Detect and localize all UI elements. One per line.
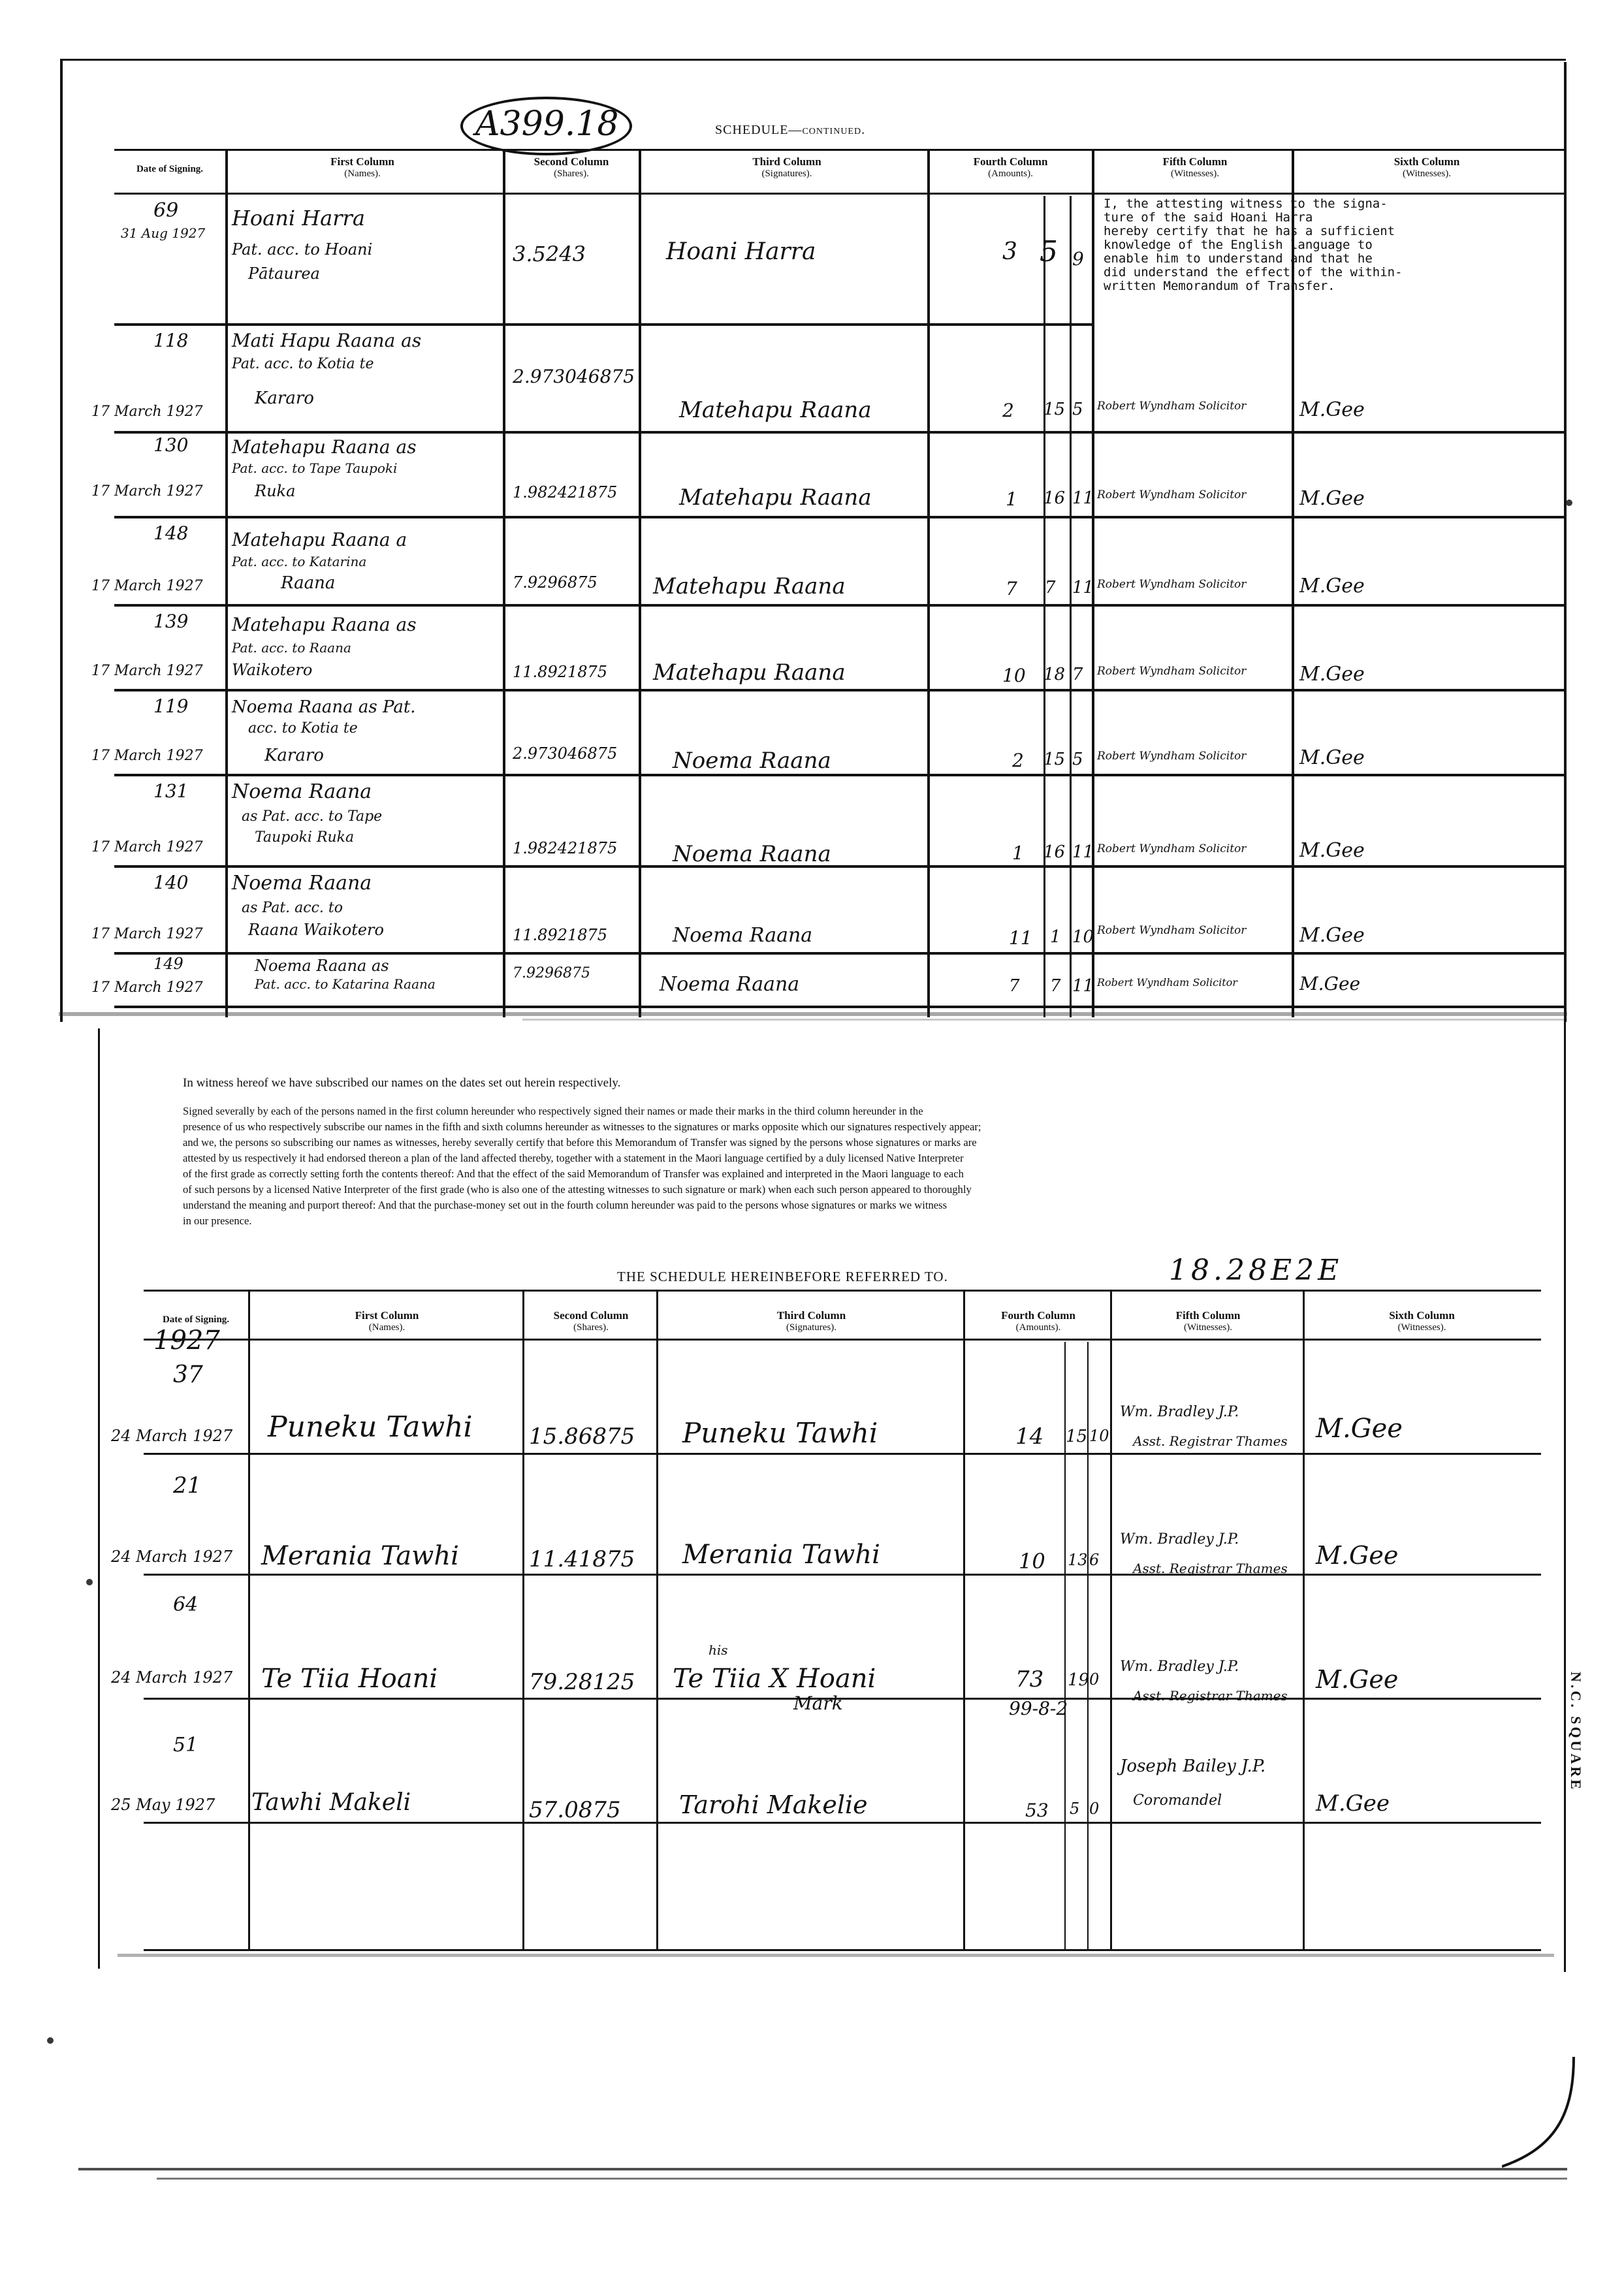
side-stamp: N.C. SQUARE: [1568, 1672, 1584, 1792]
first-column-name: Puneku Tawhi: [268, 1410, 473, 1444]
row-rule: [114, 952, 1564, 955]
row-rule: [144, 1453, 1541, 1455]
amount-shillings: 7: [1050, 976, 1061, 996]
paragraph-line: attested by us respectively it had endorsed thereon a plan of the land affected thereby, together with a statement in the Maori language certified by a duly licensed Native Interpreter: [183, 1152, 964, 1164]
witness-fifth: Robert Wyndham Solicitor: [1097, 924, 1247, 937]
row-rule: [144, 1949, 1541, 1951]
shares-value: 1.982421875: [513, 483, 618, 501]
date-signed: 31 Aug 1927: [121, 225, 206, 241]
col-fifth-header: Fifth Column (Witnesses).: [1162, 155, 1228, 179]
header-top-rule: [114, 149, 1565, 151]
date-signed: 25 May 1927: [111, 1796, 215, 1814]
witness-sixth: M.Gee: [1299, 663, 1365, 686]
paragraph-line: and we, the persons so subscribing our names as witnesses, hereby severally certify that before this Memorandum of Transfer was signed by the persons whose signatures or marks are: [183, 1136, 977, 1149]
col-first-header: First Column (Names).: [330, 155, 394, 179]
col-sixth-header: Sixth Column (Witnesses).: [1393, 155, 1460, 179]
amount-pence: 11: [1072, 976, 1094, 996]
shares-value: 11.41875: [529, 1546, 635, 1572]
first-column-name: Matehapu Raana as: [232, 436, 417, 458]
date-signed: 17 March 1927: [91, 748, 203, 764]
witness-fifth: Robert Wyndham Solicitor: [1097, 842, 1247, 855]
col-divider: [1303, 1290, 1305, 1949]
row-rule: [114, 774, 1564, 776]
amount-pounds: 2: [1012, 750, 1024, 771]
row-rule: [114, 431, 1564, 434]
witness-sixth: M.Gee: [1299, 746, 1365, 769]
header-bottom-rule: [114, 193, 1565, 195]
amount-pence: 11: [1072, 842, 1094, 862]
first-column-name: Noema Raana as: [255, 957, 389, 975]
amount-shillings: 18: [1043, 665, 1066, 684]
witness-fifth: Coromandel: [1133, 1792, 1222, 1809]
witness-fifth: Wm. Bradley J.P.: [1120, 1404, 1239, 1420]
col-date-header: Date of Signing.: [162, 1314, 230, 1325]
witness-fifth: Robert Wyndham Solicitor: [1097, 400, 1247, 413]
mark-label: Mark: [793, 1692, 843, 1714]
signature: Noema Raana: [673, 924, 813, 947]
amount-pounds: 3: [1002, 238, 1017, 265]
row-rule: [144, 1822, 1541, 1824]
col-sixth-header: Sixth Column (Witnesses).: [1389, 1309, 1455, 1333]
amount-pence: 9: [1072, 248, 1084, 270]
first-column-name: Ruka: [255, 482, 296, 500]
date-signed: 17 March 1927: [91, 979, 203, 996]
first-column-name: Noema Raana as Pat.: [232, 697, 416, 717]
amount-shillings: 16: [1043, 842, 1066, 862]
row-rule: [114, 865, 1564, 868]
amount-pounds: 7: [1006, 578, 1017, 599]
first-column-name: as Pat. acc. to Tape: [242, 808, 383, 825]
amount-pence: 0: [1089, 1670, 1100, 1689]
amount-pounds: 1: [1006, 488, 1017, 510]
date-signed: 17 March 1927: [91, 663, 203, 679]
sheet-top-border: [60, 59, 1566, 61]
cert-line: ture of the said Hoani Harra: [1104, 210, 1313, 225]
reference-number: A399.18: [475, 104, 619, 144]
torn-edge: [118, 1954, 1554, 1957]
row-number: 69: [153, 199, 179, 222]
paragraph-line: in our presence.: [183, 1215, 252, 1227]
col-fourth-header: Fourth Column (Amounts).: [973, 155, 1048, 179]
signature: Merania Tawhi: [682, 1540, 880, 1570]
signature: Puneku Tawhi: [682, 1417, 878, 1449]
signature: Te Tiia X Hoani: [673, 1664, 876, 1694]
year-label: 1927: [153, 1326, 220, 1356]
date-signed: 17 March 1927: [91, 578, 203, 594]
first-column-name: Pat. acc. to Katarina Raana: [255, 976, 436, 992]
row-number: 148: [153, 522, 189, 544]
shares-value: 11.8921875: [513, 926, 608, 944]
speck: [1566, 500, 1572, 506]
witness-sixth: M.Gee: [1299, 398, 1365, 421]
amount-shillings: 16: [1043, 488, 1066, 508]
witness-fifth: Robert Wyndham Solicitor: [1097, 578, 1247, 591]
signature: Noema Raana: [673, 841, 831, 867]
col-divider: [963, 1290, 965, 1949]
row-number: 51: [173, 1734, 199, 1756]
shares-value: 1.982421875: [513, 839, 618, 857]
his-label: his: [709, 1642, 728, 1658]
col-divider: [503, 149, 505, 1017]
cert-line: I, the attesting witness to the signa-: [1104, 197, 1388, 211]
col-second-header: Second Column (Shares).: [553, 1309, 629, 1333]
amount-pence: 5: [1072, 400, 1083, 419]
witness-fifth: Asst. Registrar Thames: [1133, 1433, 1288, 1449]
page-bottom-rule: [78, 2168, 1567, 2170]
witness-fifth: Asst. Registrar Thames: [1133, 1688, 1288, 1704]
row-rule: [114, 604, 1564, 607]
signature: Noema Raana: [673, 748, 831, 774]
first-column-name: Pat. acc. to Raana: [232, 640, 351, 656]
torn-edge: [59, 1012, 1567, 1016]
amount-pence: 5: [1072, 750, 1083, 769]
torn-edge: [522, 1019, 1567, 1021]
amount-shillings: 19: [1068, 1670, 1090, 1690]
amount-pence: 0: [1089, 1800, 1100, 1818]
page-bottom-rule: [157, 2178, 1567, 2180]
witness-sixth: M.Gee: [1299, 487, 1365, 510]
amount-pounds: 7: [1009, 976, 1020, 996]
witness-sixth: M.Gee: [1316, 1414, 1403, 1444]
col-divider: [522, 1290, 524, 1949]
attestation-paragraph: [183, 1104, 1525, 1229]
col-divider: [639, 149, 641, 1017]
signature: Noema Raana: [660, 973, 800, 996]
sheet-right-border: [1564, 62, 1567, 1022]
witness-fifth: Robert Wyndham Solicitor: [1097, 665, 1247, 678]
cert-line: hereby certify that he has a sufficient: [1104, 224, 1395, 238]
witness-fifth: Robert Wyndham Solicitor: [1097, 488, 1247, 501]
row-number: 139: [153, 611, 189, 632]
row-number: 140: [153, 872, 189, 893]
date-signed: 24 March 1927: [111, 1668, 233, 1687]
row-number: 64: [173, 1593, 199, 1616]
cert-line: knowledge of the English language to: [1104, 238, 1373, 252]
first-column-name: Hoani Harra: [232, 206, 365, 230]
amount-pounds: 11: [1009, 927, 1032, 949]
signature: Matehapu Raana: [679, 397, 872, 423]
continued-title: SCHEDULE—continued.: [715, 123, 866, 137]
first-column-name: Pat. acc. to Hoani: [232, 240, 373, 259]
shares-value: 57.0875: [529, 1797, 621, 1823]
shares-value: 79.28125: [529, 1669, 635, 1695]
witness-fifth: Asst. Registrar Thames: [1133, 1561, 1288, 1576]
witness-sixth: M.Gee: [1316, 1665, 1399, 1694]
witness-sixth: M.Gee: [1316, 1541, 1399, 1570]
witness-sixth: M.Gee: [1316, 1790, 1390, 1817]
row-number: 131: [153, 780, 189, 802]
paragraph-line: understand the meaning and purport thereof: And that the purchase-money set out in the fourth column hereunder was paid to the persons whose signatures or marks we witness: [183, 1199, 947, 1211]
date-signed: 24 March 1927: [111, 1548, 233, 1566]
witness-fifth: Robert Wyndham Solicitor: [1097, 976, 1237, 989]
first-column-name: Merania Tawhi: [261, 1541, 459, 1571]
signature: Matehapu Raana: [653, 659, 846, 686]
row-rule: [114, 323, 1094, 326]
col-divider: [1087, 1342, 1089, 1949]
witness-fifth: Robert Wyndham Solicitor: [1097, 750, 1247, 763]
witness-fifth: Wm. Bradley J.P.: [1120, 1531, 1239, 1548]
sheet-right-border: [1564, 1022, 1566, 1972]
first-column-name: Noema Raana: [232, 780, 372, 803]
paragraph-line: presence of us who respectively subscribe our names in the fifth and sixth columns hereunder as witnesses to the signatures or marks opposite which our signatures respectively appear;: [183, 1120, 981, 1133]
col-date-header: Date of Signing.: [136, 164, 204, 174]
col-divider: [1110, 1290, 1112, 1949]
amount-pence: 10: [1072, 927, 1094, 947]
col-divider: [1070, 196, 1072, 1017]
row-rule: [114, 516, 1564, 518]
amount-pounds: 10: [1002, 665, 1026, 686]
first-column-name: Kararo: [255, 389, 314, 408]
amount-pence: 10: [1089, 1427, 1109, 1445]
total-sum: 99-8-2: [1009, 1698, 1068, 1719]
sheet-left-border: [60, 59, 63, 1022]
amount-pence: 6: [1089, 1551, 1100, 1569]
amount-shillings: 5: [1040, 235, 1058, 268]
first-column-name: Te Tiia Hoani: [261, 1664, 438, 1694]
col-third-header: Third Column (Signatures).: [752, 155, 821, 179]
witness-sixth: M.Gee: [1299, 973, 1361, 994]
witness-fifth: Joseph Bailey J.P.: [1120, 1756, 1266, 1776]
first-column-name: Matehapu Raana a: [232, 529, 407, 550]
speck: [47, 2037, 54, 2044]
first-column-name: Pātaurea: [248, 264, 320, 283]
first-column-name: as Pat. acc. to: [242, 900, 343, 916]
signature: Tarohi Makelie: [679, 1790, 868, 1819]
row-rule: [144, 1574, 1541, 1576]
schedule-title: THE SCHEDULE HEREINBEFORE REFERRED TO.: [617, 1269, 948, 1284]
signature: Matehapu Raana: [653, 573, 846, 599]
shares-value: 3.5243: [513, 242, 586, 266]
reference-number-bottom: 18.28E2E: [1169, 1254, 1343, 1287]
speck: [86, 1579, 93, 1585]
page-curl: [1502, 2057, 1580, 2174]
col-third-header: Third Column (Signatures).: [776, 1309, 846, 1333]
col-divider: [656, 1290, 658, 1949]
col-divider: [248, 1290, 250, 1949]
shares-value: 7.9296875: [513, 965, 590, 981]
header-top-rule: [144, 1290, 1541, 1292]
shares-value: 7.9296875: [513, 573, 597, 592]
amount-pence: 11: [1072, 488, 1094, 508]
paragraph-line: of such persons by a licensed Native Interpreter of the first grade (who is also one of the attesting witnesses to such signature or mark) when each such person appeared to thoroughly: [183, 1183, 972, 1196]
amount-pounds: 14: [1015, 1423, 1044, 1450]
amount-shillings: 13: [1068, 1551, 1088, 1569]
paragraph-line: of the first grade as correctly setting forth the contents thereof: And that the effect of the said Memorandum of Transfer was explained and interpreted in the Maori language to each: [183, 1168, 964, 1180]
signature: Hoani Harra: [666, 238, 816, 265]
amount-pounds: 1: [1012, 842, 1024, 864]
first-column-name: acc. to Kotia te: [248, 720, 358, 737]
amount-shillings: 1: [1050, 927, 1061, 947]
amount-pounds: 2: [1002, 400, 1014, 421]
col-divider: [225, 149, 228, 1017]
date-signed: 17 March 1927: [91, 926, 203, 942]
sheet-left-border: [98, 1028, 100, 1969]
row-number: 37: [173, 1361, 203, 1388]
col-divider: [1043, 196, 1045, 1017]
header-bottom-rule: [144, 1339, 1541, 1341]
attesting-certificate: [1104, 197, 1561, 293]
first-column-name: Waikotero: [232, 661, 313, 679]
col-second-header: Second Column (Shares).: [533, 155, 609, 179]
date-signed: 17 March 1927: [91, 839, 203, 855]
amount-pounds: 73: [1015, 1666, 1044, 1692]
date-signed: 17 March 1927: [91, 404, 203, 420]
witness-sixth: M.Gee: [1299, 924, 1365, 947]
witness-hereof: In witness hereof we have subscribed our names on the dates set out herein respectively.: [183, 1076, 621, 1090]
amount-shillings: 15: [1043, 750, 1066, 769]
amount-shillings: 15: [1043, 400, 1066, 419]
row-number: 149: [153, 955, 183, 973]
row-number: 119: [153, 695, 189, 717]
row-number: 118: [153, 330, 189, 351]
shares-value: 2.973046875: [513, 366, 635, 387]
amount-pounds: 10: [1019, 1549, 1045, 1574]
col-fifth-header: Fifth Column (Witnesses).: [1175, 1309, 1241, 1333]
amount-pence: 7: [1072, 665, 1083, 684]
first-column-name: Taupoki Ruka: [255, 829, 355, 846]
witness-sixth: M.Gee: [1299, 575, 1365, 597]
col-divider: [927, 149, 930, 1017]
first-column-name: Pat. acc. to Kotia te: [232, 356, 374, 372]
row-number: 21: [173, 1472, 202, 1499]
amount-shillings: 7: [1045, 578, 1056, 597]
witness-fifth: Wm. Bradley J.P.: [1120, 1659, 1239, 1675]
first-column-name: Tawhi Makeli: [251, 1789, 411, 1816]
amount-shillings: 15: [1066, 1427, 1088, 1446]
col-fourth-header: Fourth Column (Amounts).: [1001, 1309, 1075, 1333]
date-signed: 17 March 1927: [91, 483, 203, 500]
cert-line: enable him to understand and that he: [1104, 251, 1373, 266]
shares-value: 11.8921875: [513, 663, 608, 681]
first-column-name: Mati Hapu Raana as: [232, 330, 422, 351]
first-column-name: Matehapu Raana as: [232, 614, 417, 635]
first-column-name: Kararo: [264, 746, 324, 765]
first-column-name: Raana Waikotero: [248, 921, 384, 939]
amount-shillings: 5: [1070, 1800, 1080, 1818]
date-signed: 24 March 1927: [111, 1427, 233, 1445]
signature: Matehapu Raana: [679, 485, 872, 511]
witness-sixth: M.Gee: [1299, 839, 1365, 862]
cert-line: written Memorandum of Transfer.: [1104, 279, 1335, 293]
cert-line: did understand the effect of the within-: [1104, 265, 1403, 279]
row-number: 130: [153, 434, 189, 456]
row-rule: [114, 1006, 1564, 1008]
first-column-name: Noema Raana: [232, 872, 372, 895]
first-column-name: Pat. acc. to Tape Taupoki: [232, 460, 398, 476]
col-first-header: First Column (Names).: [355, 1309, 419, 1333]
shares-value: 15.86875: [529, 1423, 635, 1450]
shares-value: 2.973046875: [513, 744, 618, 763]
amount-pence: 11: [1072, 578, 1094, 597]
amount-pounds: 53: [1025, 1800, 1049, 1821]
first-column-name: Raana: [281, 573, 336, 593]
row-rule: [114, 689, 1564, 691]
first-column-name: Pat. acc. to Katarina: [232, 554, 367, 569]
paragraph-line: Signed severally by each of the persons named in the first column hereunder who respectively signed their names or made their marks in the third column hereunder in the: [183, 1105, 923, 1117]
